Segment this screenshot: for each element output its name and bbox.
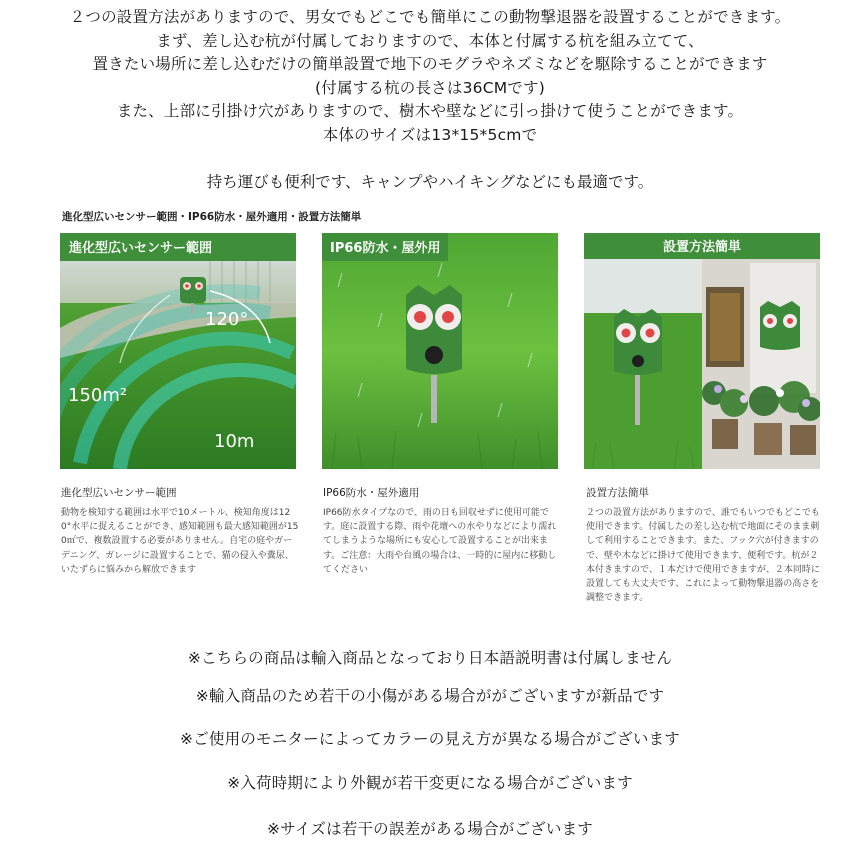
note-scratches: ※輸入商品のため若干の小傷がある場合ががございますが新品です xyxy=(195,687,665,705)
waterproof-illustration xyxy=(322,233,558,469)
waterproof-image xyxy=(322,233,558,469)
caption-title: IP66防水・屋外適用 xyxy=(323,487,420,499)
note-no-manual: ※こちらの商品は輸入商品となっており日本語説明書は付属しません xyxy=(187,649,673,667)
note-appearance-change: ※入荷時期により外観が若干変更になる場合がございます xyxy=(227,774,633,792)
note-size-tolerance: ※サイズは若干の誤差がある場合がございます xyxy=(267,820,593,838)
installation-image xyxy=(584,233,820,469)
intro-text xyxy=(0,6,860,147)
distance-label: 10m xyxy=(214,431,255,452)
panel2-banner: IP66防水・屋外用 xyxy=(330,241,441,256)
caption-title: 進化型広いセンサー範囲 xyxy=(61,487,177,499)
intro-line-3: 置きたい場所に差し込むだけの簡単設置で地下のモグラやネズミなどを駆除することができます xyxy=(92,55,768,73)
caption-title: 設置方法簡単 xyxy=(586,487,649,499)
caption-waterproof xyxy=(323,486,561,577)
intro-line-5: また、上部に引掛け穴がありますので、樹木や壁などに引っ掛けて使うことができます。 xyxy=(116,102,744,120)
note-monitor-color: ※ご使用のモニターによってカラーの見え方が異なる場合がございます xyxy=(180,730,680,748)
area-label: 150m² xyxy=(68,385,128,406)
device-icon xyxy=(760,301,800,350)
caption-text: IP66防水タイプなので、雨の日も回収せずに使用可能です。庭に設置する際、雨や花壇への水やりなどにより濡れてしまうような場所にも安心して設置することが出来ます。ご注意：大雨や台風の場合は、一時的に屋内に移動してください xyxy=(323,508,557,575)
angle-label: 120° xyxy=(205,309,249,330)
caption-sensor-range xyxy=(61,486,299,577)
intro-line-2: まず、差し込む杭が付属しておりますので、本体と付属する杭を組み立てて、 xyxy=(156,31,704,50)
caption-installation xyxy=(586,486,824,605)
caption-text: ２つの設置方法がありますので、誰でもいつでもどこでも使用できます。付属したの差し込む杭で地面にそのまま刺して利用することできます。また、フック穴が付きますので、壁や木などに掛けて使用できます、便利です。杭が２本付きますので、１本だけで使用できますが、２本同時に設置しても大丈夫です、これによって動物撃退器の高さを調整できます。 xyxy=(586,508,820,604)
intro-line-7: 持ち運びも便利です、キャンプやハイキングなどにも最適です。 xyxy=(206,173,654,191)
intro-line-4: (付属する杭の長さは36CMです) xyxy=(315,78,545,97)
intro-line-1: ２つの設置方法がありますので、男女でもどこでも簡単にこの動物撃退器を設置することができます。 xyxy=(69,8,791,26)
panel1-banner: 進化型広いセンサー範囲 xyxy=(69,241,213,256)
installation-illustration xyxy=(584,233,820,469)
section-title: 進化型広いセンサー範囲・IP66防水・屋外適用・設置方法簡単 xyxy=(62,211,362,223)
sensor-range-illustration xyxy=(60,233,296,469)
caption-text: 動物を検知する範囲は水平で10メートル、検知角度は120°水平に捉えることができ、感知範囲も最大感知範囲が150㎡で、複数設置する必要がありません。自宅の庭やガーデニング、ガレージに設置することで、猫の侵入や糞尿、いたずらに悩みから解放できます xyxy=(61,508,299,575)
sensor-range-image xyxy=(60,233,296,469)
panel3-banner: 設置方法簡単 xyxy=(662,240,742,255)
intro-line-6: 本体のサイズは13*15*5cmで xyxy=(322,125,538,144)
